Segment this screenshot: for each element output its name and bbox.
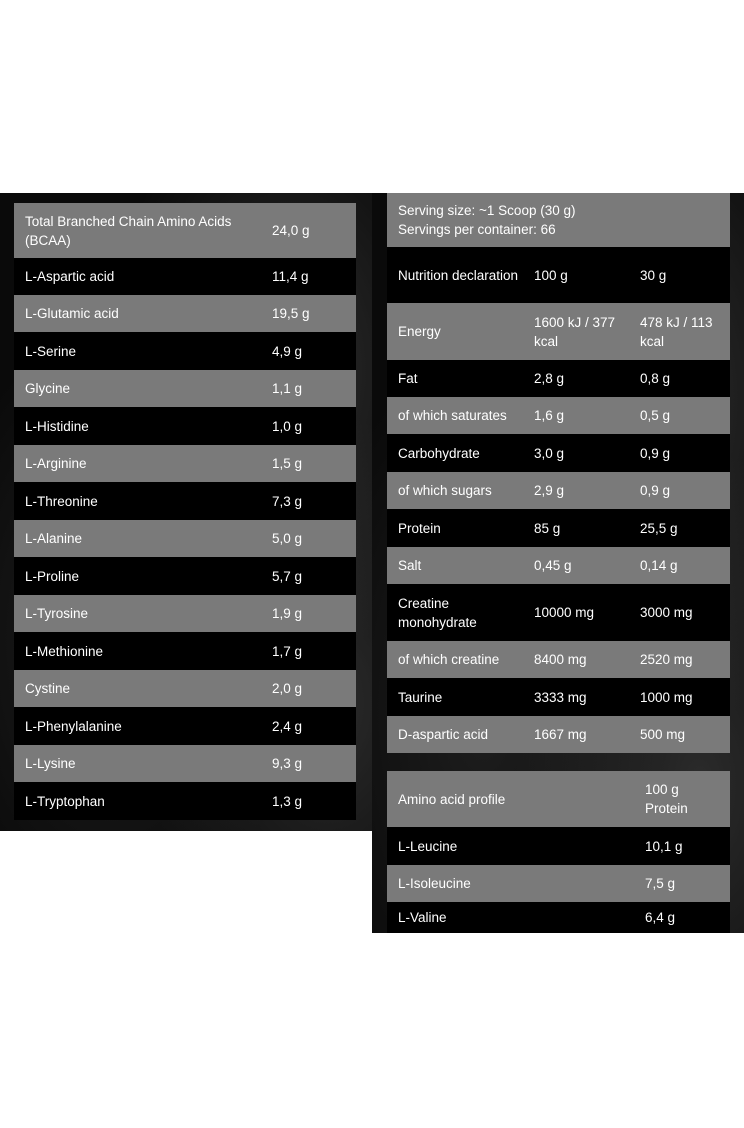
serving-size: Serving size: ~1 Scoop (30 g): [398, 203, 576, 218]
nutrition-header-row: [387, 247, 730, 303]
row-name: of which saturates: [398, 408, 507, 423]
row-name: L-Tryptophan: [25, 793, 105, 809]
table-row: [387, 716, 730, 753]
row-per-serving: 0,9 g: [640, 445, 671, 461]
row-name: Protein: [398, 520, 441, 536]
row-value: 24,0 g: [272, 223, 310, 238]
row-value: 2,0 g: [272, 681, 303, 696]
table-row: [14, 670, 356, 707]
row-value: 1,7 g: [272, 643, 303, 659]
table-row: [14, 782, 356, 820]
row-value: 4,9 g: [272, 343, 303, 359]
row-per-100: 3,0 g: [534, 445, 565, 461]
row-name: Cystine: [25, 681, 71, 696]
table-row: [387, 584, 730, 641]
row-name: of which creatine: [398, 652, 500, 667]
row-name: Fat: [398, 371, 418, 386]
table-row: [387, 303, 730, 360]
table-row: [387, 509, 730, 547]
row-per-serving: 3000 mg: [640, 605, 693, 620]
table-row: [14, 595, 356, 632]
row-value: 9,3 g: [272, 756, 303, 771]
table-row: [14, 445, 356, 482]
row-name: Salt: [398, 558, 422, 573]
row-name: Total Branched Chain Amino Acids (BCAA): [25, 213, 232, 248]
table-row: [14, 482, 356, 520]
row-per-serving: 478 kJ / 113 kcal: [640, 314, 713, 349]
table-row: [387, 678, 730, 716]
table-row: [14, 520, 356, 557]
row-value: 7,3 g: [272, 493, 303, 509]
amino-profile-label: Amino acid profile: [398, 791, 506, 807]
table-row: [387, 360, 730, 397]
row-per-100: 2,8 g: [534, 371, 565, 386]
table-row: [14, 632, 356, 670]
table-row: [14, 203, 356, 258]
table-row: [387, 865, 730, 902]
serving-info-text: [398, 201, 575, 239]
row-name: L-Alanine: [25, 531, 83, 546]
row-per-100: 1600 kJ / 377 kcal: [534, 314, 616, 349]
row-per-100: 10000 mg: [534, 605, 595, 620]
table-row: [14, 745, 356, 782]
per-100-header: 100 g: [534, 267, 568, 283]
row-value: 19,5 g: [272, 306, 310, 321]
table-row: [387, 547, 730, 584]
row-name: Energy: [398, 324, 441, 339]
table-row: [387, 641, 730, 678]
row-name: Glycine: [25, 381, 71, 396]
row-per-100: 1,6 g: [534, 408, 565, 423]
row-per-100: 1667 mg: [534, 727, 587, 742]
row-per-100: 85 g: [534, 520, 561, 536]
row-name: L-Threonine: [25, 493, 98, 509]
amino-profile-unit: 100 g Protein: [645, 782, 688, 816]
table-row: [14, 258, 356, 295]
row-per-serving: 500 mg: [640, 727, 686, 742]
serving-info: [387, 193, 730, 247]
nutrition-table-right: [372, 193, 744, 933]
row-name: of which sugars: [398, 483, 492, 498]
row-value: 2,4 g: [272, 718, 303, 734]
row-per-serving: 0,8 g: [640, 371, 671, 386]
row-value: 6,4 g: [645, 910, 676, 925]
row-value: 1,5 g: [272, 456, 303, 471]
amino-profile-header-row: [387, 771, 730, 827]
row-name: L-Isoleucine: [398, 876, 471, 891]
row-name: L-Lysine: [25, 756, 76, 771]
row-name: Carbohydrate: [398, 445, 480, 461]
table-row: [387, 902, 730, 933]
row-per-100: 3333 mg: [534, 689, 587, 705]
row-value: 7,5 g: [645, 876, 676, 891]
table-row: [14, 407, 356, 445]
table-row: [14, 557, 356, 595]
table-row: [387, 434, 730, 472]
row-name: L-Aspartic acid: [25, 269, 115, 284]
row-name: Creatine monohydrate: [398, 595, 477, 630]
row-value: 1,9 g: [272, 606, 303, 621]
table-row: [14, 295, 356, 332]
row-name: L-Phenylalanine: [25, 718, 122, 734]
row-name: L-Histidine: [25, 418, 89, 434]
row-per-serving: 0,9 g: [640, 483, 671, 498]
table-row: [14, 707, 356, 745]
row-name: L-Glutamic acid: [25, 306, 119, 321]
row-name: L-Proline: [25, 568, 80, 584]
row-value: 11,4 g: [272, 269, 309, 284]
row-per-serving: 25,5 g: [640, 520, 678, 536]
table-row: [387, 472, 730, 509]
row-value: 5,0 g: [272, 531, 303, 546]
table-row: [14, 332, 356, 370]
row-name: L-Leucine: [398, 838, 458, 854]
row-value: 1,1 g: [272, 381, 303, 396]
row-value: 1,3 g: [272, 793, 303, 809]
row-name: D-aspartic acid: [398, 727, 489, 742]
amino-acid-table-left: [0, 193, 372, 831]
row-value: 10,1 g: [645, 838, 683, 854]
table-row: [387, 827, 730, 865]
row-value: 5,7 g: [272, 568, 303, 584]
row-name: L-Serine: [25, 343, 77, 359]
table-row: [14, 370, 356, 407]
row-name: Taurine: [398, 689, 443, 705]
row-per-serving: 0,14 g: [640, 558, 678, 573]
servings-per-container: Servings per container: 66: [398, 222, 556, 237]
row-per-serving: 1000 mg: [640, 689, 693, 705]
table-row: [387, 397, 730, 434]
row-per-100: 2,9 g: [534, 483, 565, 498]
row-name: L-Tyrosine: [25, 606, 89, 621]
row-per-100: 8400 mg: [534, 652, 587, 667]
row-per-100: 0,45 g: [534, 558, 572, 573]
row-per-serving: 0,5 g: [640, 408, 671, 423]
per-serving-header: 30 g: [640, 267, 667, 283]
row-per-serving: 2520 mg: [640, 652, 693, 667]
row-name: L-Methionine: [25, 643, 104, 659]
row-name: L-Arginine: [25, 456, 87, 471]
row-value: 1,0 g: [272, 418, 303, 434]
nutrition-declaration-label: Nutrition declaration: [398, 267, 519, 283]
row-name: L-Valine: [398, 910, 447, 925]
